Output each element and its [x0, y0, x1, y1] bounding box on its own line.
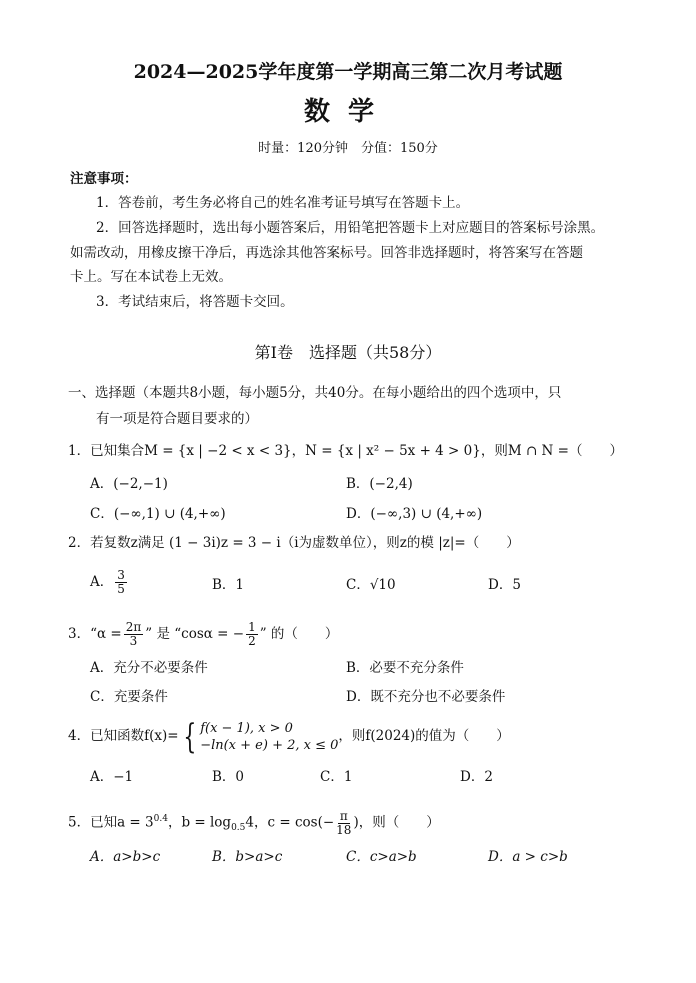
- subject-title: 数学: [303, 97, 392, 127]
- notice-item-1: 1．答卷前，考生务必将自己的姓名准考证号填写在答题卡上。: [96, 195, 470, 211]
- fraction-denominator: 2: [248, 634, 256, 648]
- question-5-stem-mid-1: ，b = log: [167, 814, 232, 831]
- question-3-option-c: C．充要条件: [90, 689, 168, 705]
- question-2-option-a: [90, 567, 129, 597]
- question-5-option-a: A．a>b>c: [90, 849, 161, 865]
- fraction-numerator: 1: [248, 620, 256, 634]
- question-4-option-d: D．2: [460, 769, 493, 785]
- question-5-option-b: B．b>a>c: [212, 849, 283, 865]
- question-3-stem-part-1: 3．“α =: [68, 626, 122, 642]
- question-5-fraction: [336, 810, 351, 837]
- question-3-stem-part-2: ” 是 “cosα = −: [145, 626, 245, 642]
- question-3-fraction-2: [246, 621, 258, 648]
- question-5-stem: [68, 802, 440, 845]
- fraction-denominator: 5: [117, 582, 125, 596]
- piecewise-case-1: f(x − 1), x > 0: [200, 720, 293, 736]
- notice-item-2-line-2: 如需改动，用橡皮擦干净后，再选涂其他答案标号。回答非选择题时，将答案写在答题: [70, 245, 583, 261]
- fraction-denominator: 3: [129, 634, 138, 648]
- part-instructions-line-1: 一、选择题（本题共8小题，每小题5分，共40分。在每小题给出的四个选项中，只: [68, 385, 562, 401]
- exam-meta: 时量：120分钟 分值：150分: [258, 141, 438, 156]
- question-4-option-c: C．1: [320, 769, 353, 785]
- question-3-option-b: B．必要不充分条件: [346, 660, 464, 676]
- question-3-stem: [68, 618, 338, 650]
- piecewise-case-2: −ln(x + e) + 2, x ≤ 0: [200, 737, 339, 753]
- question-2-option-a-prefix: A．: [90, 574, 114, 590]
- question-4-option-a: A．−1: [90, 769, 134, 785]
- question-4-option-b: B．0: [212, 769, 245, 785]
- question-5-stem-mid-2: 4，c = cos(−: [245, 814, 335, 831]
- question-1-stem: 1．已知集合M = {x | −2 < x < 3}，N = {x | x² − 5x + 4 > 0}，则M ∩ N =（ ）: [68, 443, 623, 459]
- question-3-option-d: D．既不充分也不必要条件: [346, 689, 506, 705]
- question-4-stem-pre: 4．已知函数f(x)=: [68, 728, 179, 744]
- question-3-stem-part-3: ” 的（ ）: [259, 626, 339, 642]
- question-4-piecewise: [200, 720, 338, 754]
- question-3-fraction-1: [124, 621, 144, 648]
- notice-item-2-line-1: 2．回答选择题时，选出每小题答案后，用铅笔把答题卡上对应题目的答案标号涂黑。: [96, 220, 605, 236]
- fraction-numerator: 3: [117, 568, 125, 582]
- exam-title: 2024—2025学年度第一学期高三第二次月考试题: [133, 61, 563, 83]
- question-2-option-a-fraction: [115, 569, 127, 596]
- question-5-log-base: 0.5: [231, 823, 246, 834]
- question-4-stem-post: ，则f(2024)的值为（ ）: [338, 728, 510, 744]
- notice-item-2-line-3: 卡上。写在本试卷上无效。: [70, 269, 232, 285]
- notice-heading: 注意事项：: [70, 171, 138, 187]
- part-instructions-line-2: 有一项是符合题目要求的）: [96, 411, 258, 427]
- question-1-option-c: C．(−∞,1) ∪ (4,+∞): [90, 506, 226, 522]
- section-title: 第Ⅰ卷 选择题（共58分）: [254, 343, 442, 362]
- question-5-exponent: 0.4: [153, 814, 168, 824]
- fraction-denominator: 18: [336, 822, 352, 837]
- question-2-stem: 2．若复数z满足 (1 − 3i)z = 3 − i（i为虚数单位），则z的模 |z|=（ ）: [68, 535, 520, 551]
- question-5-stem-post: )，则（ ）: [353, 814, 440, 831]
- question-3-option-a: A．充分不必要条件: [90, 660, 208, 676]
- fraction-numerator: 2π: [125, 620, 142, 634]
- question-2-option-c: C．√10: [346, 577, 396, 593]
- question-5-option-d: D．a > c>b: [488, 849, 568, 865]
- question-2-option-b: B．1: [212, 577, 245, 593]
- question-4-stem: [68, 716, 510, 756]
- question-1-option-a: A．(−2,−1): [90, 476, 168, 492]
- notice-item-3: 3．考试结束后，将答题卡交回。: [96, 294, 294, 310]
- question-2-option-d: D．5: [488, 577, 521, 593]
- question-1-option-b: B．(−2,4): [346, 476, 413, 492]
- question-5-stem-pre: 5．已知a = 3: [68, 814, 154, 831]
- question-1-option-d: D．(−∞,3) ∪ (4,+∞): [346, 506, 483, 522]
- question-5-option-c: C．c>a>b: [346, 849, 417, 865]
- piecewise-brace: {: [182, 716, 196, 757]
- fraction-numerator: π: [339, 808, 348, 823]
